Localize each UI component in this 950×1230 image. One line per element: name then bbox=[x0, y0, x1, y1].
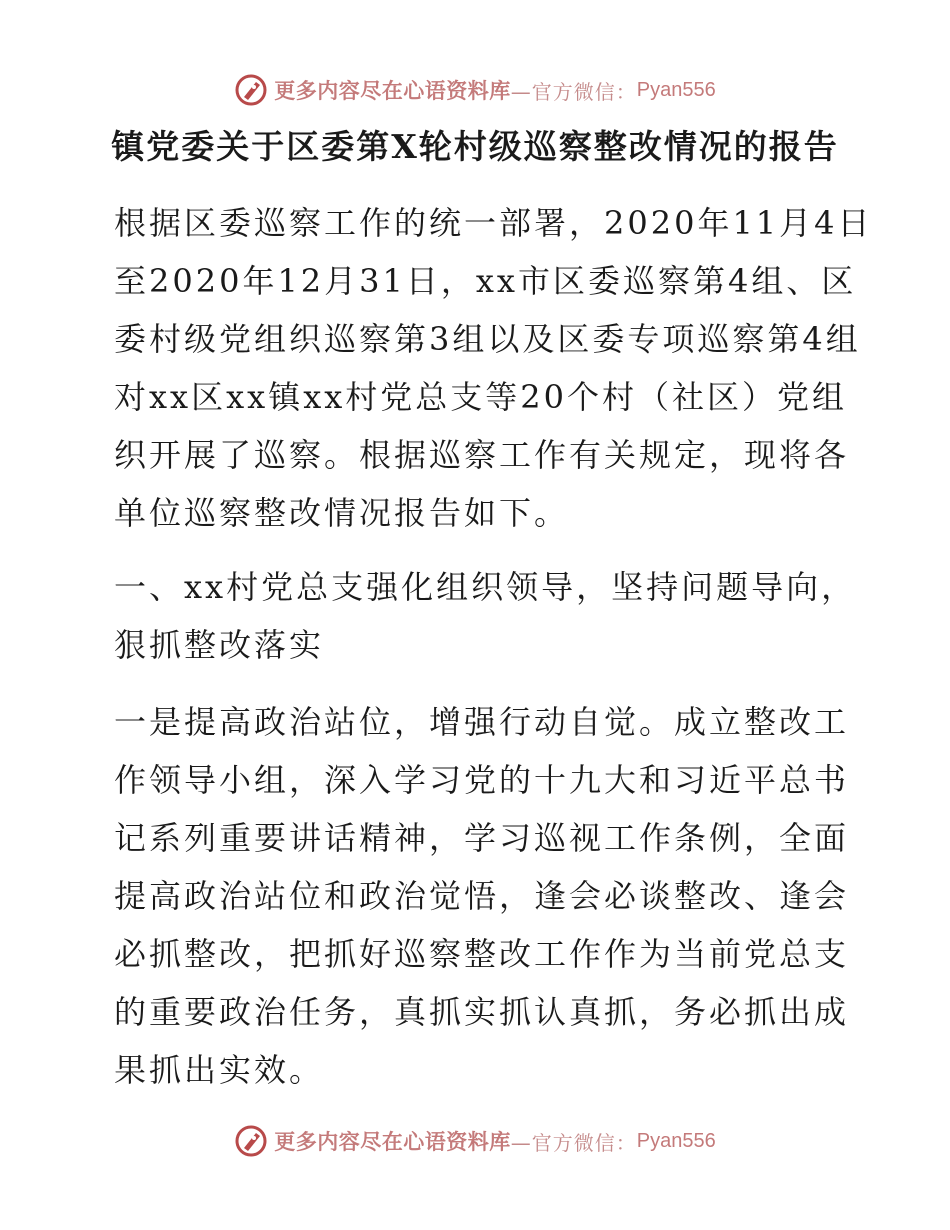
pen-nib-logo-icon bbox=[234, 1124, 268, 1158]
banner-text: 更多内容尽在心语资料库 bbox=[274, 78, 511, 103]
banner-wechat-id: Pyan556 bbox=[636, 1129, 716, 1152]
paragraph-section-1-point-1: 一是提高政治站位，增强行动自觉。成立整改工作领导小组，深入学习党的十九大和习近平总书记系列重要讲话精神，学习巡视工作条例，全面提高政治站位和政治觉悟，逢会必谈整改、逢会必抓整改，把抓好巡察整改工作作为当前党总支的重要政治任务，真抓实抓认真抓，务必抓出成果抓出实效。 bbox=[114, 703, 850, 1089]
banner-text: 更多内容尽在心语资料库 bbox=[274, 1129, 511, 1154]
section-heading-1: 一、xx村党总支强化组织领导，坚持问题导向，狠抓整改落实 bbox=[114, 568, 857, 664]
banner-wechat-id: Pyan556 bbox=[636, 78, 716, 101]
banner-separator-text: —官方微信： bbox=[510, 1130, 637, 1155]
footer-watermark-banner bbox=[0, 1119, 950, 1163]
pen-nib-logo-icon bbox=[234, 73, 268, 107]
banner-separator-text: —官方微信： bbox=[510, 79, 637, 104]
header-watermark-banner bbox=[0, 68, 950, 112]
document-title: 镇党委关于区委第X轮村级巡察整改情况的报告 bbox=[111, 127, 839, 166]
paragraph-intro: 根据区委巡察工作的统一部署，2020年11月4日至2020年12月31日，xx市区委巡察第4组、区委村级党组织巡察第3组以及区委专项巡察第4组对xx区xx镇xx村党总支等20个村（社区）党组织开展了巡察。根据巡察工作有关规定，现将各单位巡察整改情况报告如下。 bbox=[114, 204, 873, 532]
